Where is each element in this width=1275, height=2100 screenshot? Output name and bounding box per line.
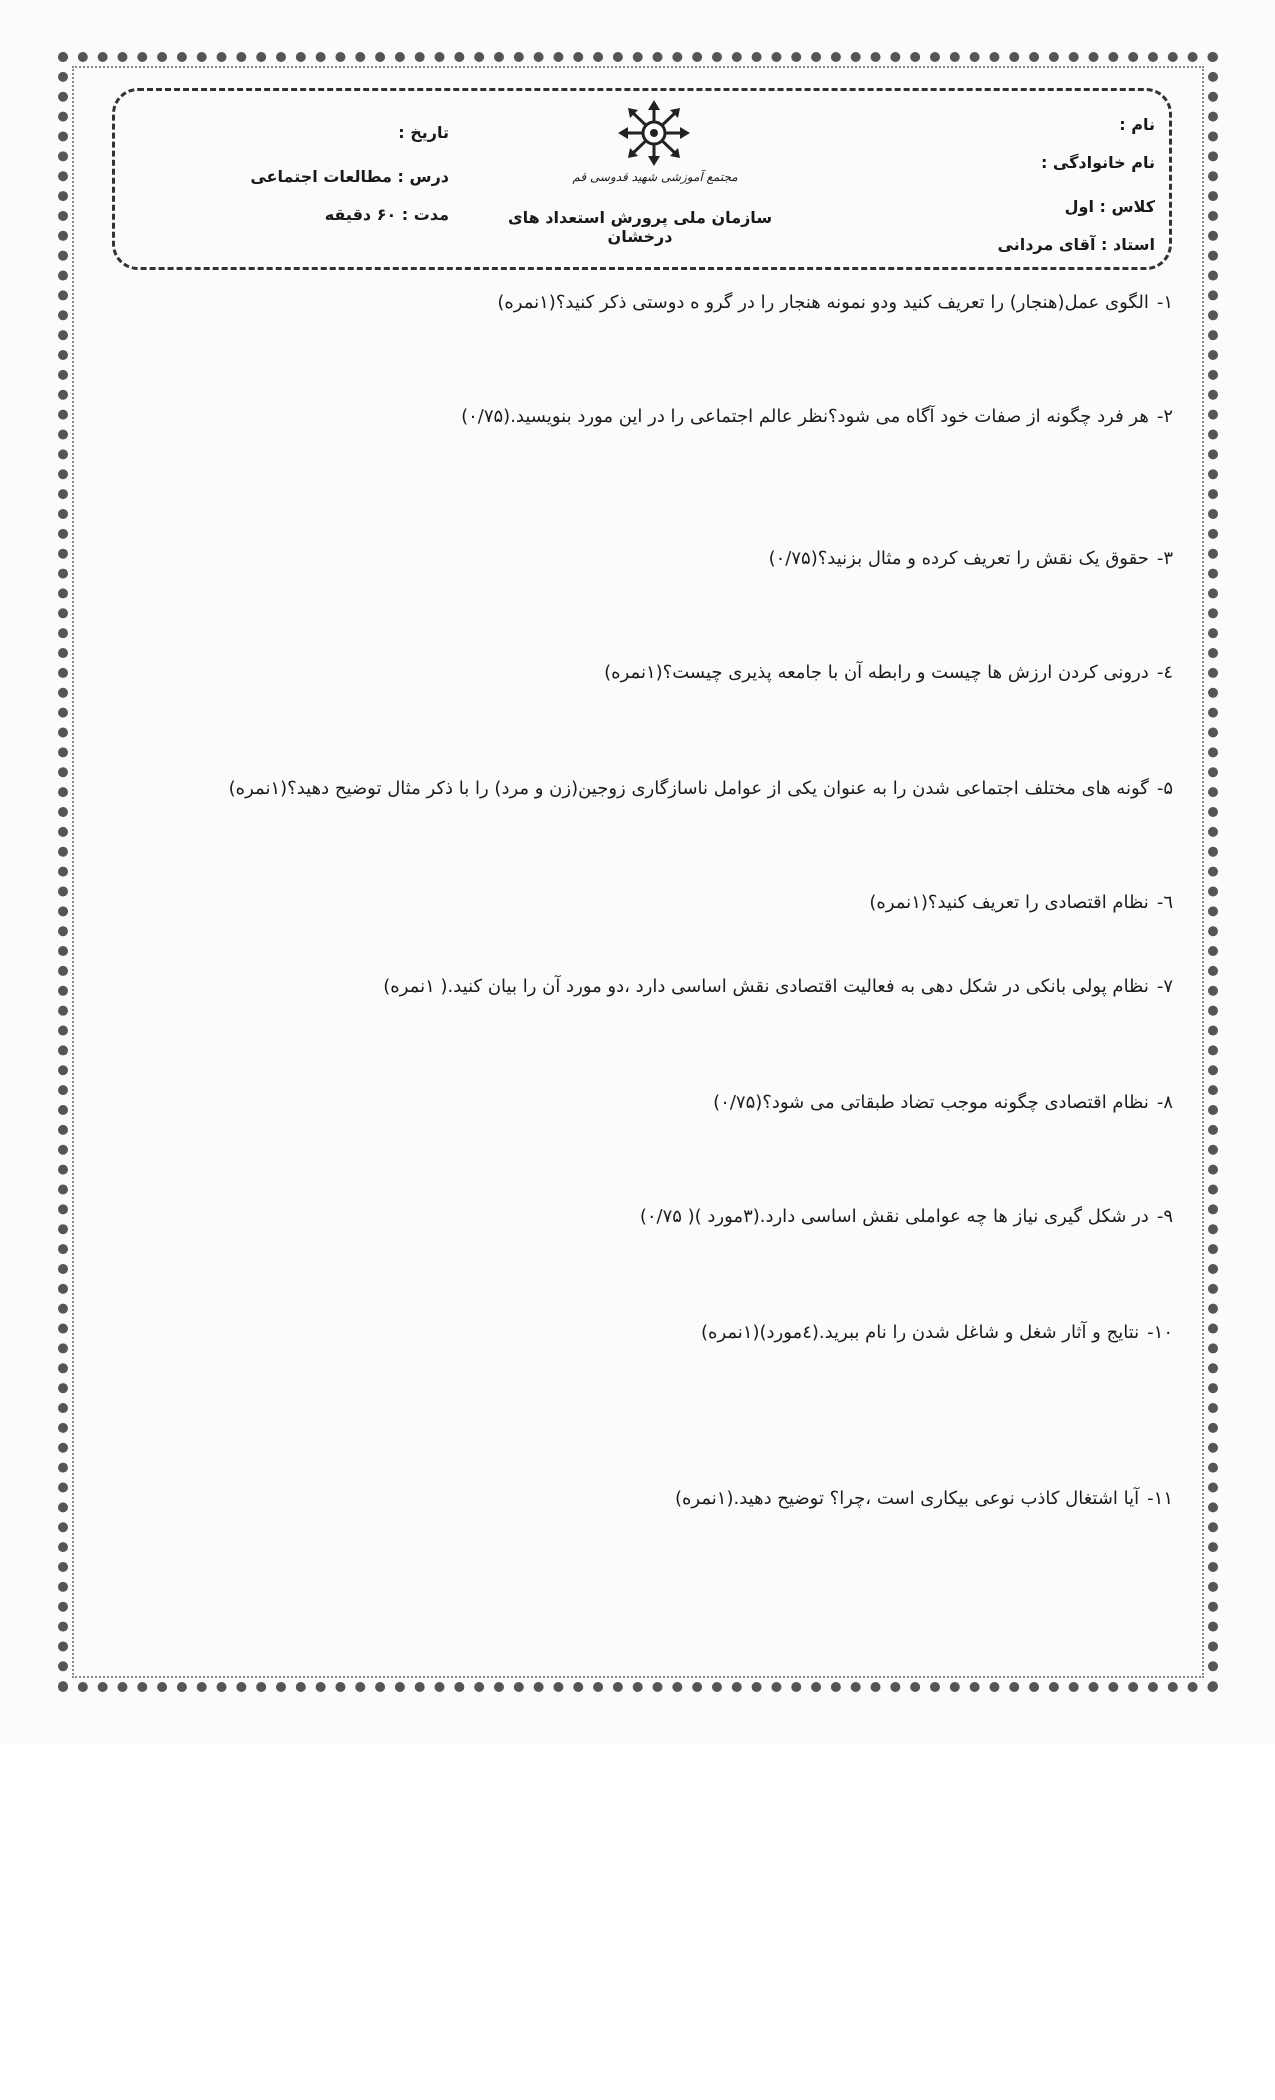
organization-name: سازمان ملی پرورش استعداد های درخشان (507, 208, 773, 246)
teacher-label: استاد : آقای مردانی (997, 235, 1155, 254)
question-7: ۷-نظام پولی بانکی در شکل دهی به فعالیت اقتصادی نقش اساسی دارد ،دو مورد آن را بیان کنید.( ۱نمره) (383, 976, 1173, 997)
date-label: تاریخ : (398, 123, 449, 142)
question-4: ٤-درونی کردن ارزش ها چیست و رابطه آن با جامعه پذیری چیست؟(۱نمره) (604, 662, 1173, 683)
question-1: ۱-الگوی عمل(هنجار) را تعریف کنید ودو نمونه هنجار را در گرو ه دوستی ذکر کنید؟(۱نمره) (497, 292, 1173, 313)
question-8: ۸-نظام اقتصادی چگونه موجب تضاد طبقاتی می شود؟(۰/۷۵) (713, 1092, 1173, 1113)
course-label: درس : مطالعات اجتماعی (250, 167, 449, 186)
question-6: ٦-نظام اقتصادی را تعریف کنید؟(۱نمره) (869, 892, 1173, 913)
question-10: ۱۰-نتایج و آثار شغل و شاغل شدن را نام ببرید.(٤مورد)(۱نمره) (701, 1322, 1173, 1343)
school-emblem-icon (618, 100, 690, 166)
school-motto: مجتمع آموزشی شهید قدوسی قم (572, 170, 738, 184)
question-3: ۳-حقوق یک نقش را تعریف کرده و مثال بزنید؟(۰/۷۵) (768, 548, 1173, 569)
duration-label: مدت : ۶۰ دقیقه (324, 205, 449, 224)
question-11: ۱۱-آیا اشتغال کاذب نوعی بیکاری است ،چرا؟ توضیح دهید.(۱نمره) (674, 1488, 1173, 1509)
name-label: نام : (1119, 115, 1155, 134)
class-label: کلاس : اول (1064, 197, 1155, 216)
family-name-label: نام خانوادگی : (1040, 153, 1155, 172)
question-9: ۹-در شکل گیری نیاز ها چه عواملی نقش اساسی دارد.(۳مورد )( ۰/۷۵) (639, 1206, 1173, 1227)
question-2: ۲-هر فرد چگونه از صفات خود آگاه می شود؟نظر عالم اجتماعی را در این مورد بنویسید.(۰/۷۵) (461, 406, 1173, 427)
question-5: ۵-گونه های مختلف اجتماعی شدن را به عنوان یکی از عوامل ناسازگاری زوجین(زن و مرد) را با ذکر مثال توضیح دهید؟(۱نمره) (228, 778, 1173, 799)
